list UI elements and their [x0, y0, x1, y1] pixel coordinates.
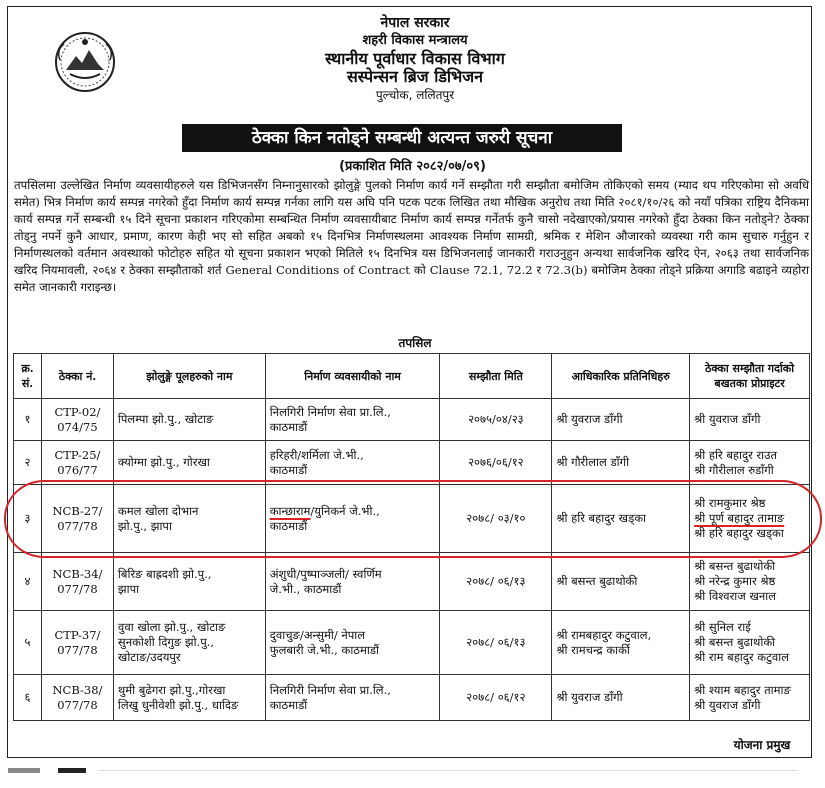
cell-contract-no: NCB-38/ 077/78 [41, 675, 113, 721]
cell-contractor: अंशुधी/पुष्पाञ्जली/ स्वर्णिम जे.भी., काठमाडौं [265, 553, 440, 611]
cell-contract-no: NCB-27/ 077/78 [41, 485, 113, 553]
cell-representative: श्री हरि बहादुर खड्का [552, 485, 690, 553]
cell-bridge: बिरिङ बाह्रदशी झो.पु., झापा [113, 553, 265, 611]
header-department: स्थानीय पूर्वाधार विकास विभाग [325, 49, 505, 68]
col-representative: आधिकारिक प्रतिनिधिहरु [552, 354, 690, 399]
cell-agreement-date: २०७८/ ०६/१२ [440, 675, 552, 721]
cell-proprietor: श्री हरि बहादुर राउत श्री गौरीलाल रुडाँगी [690, 441, 810, 485]
table-row-highlighted [14, 485, 810, 553]
table-row [14, 399, 810, 441]
cell-contractor: कान्छाराम/युनिकर्न जे.भी., काठमाडौं [265, 485, 440, 553]
cell-contractor: दुवाचुङ/अन्सुमी/ नेपाल फुलबारी जे.भी., काठमाडौं [265, 611, 440, 675]
header-ministry: शहरी विकास मन्त्रालय [362, 33, 468, 48]
col-bridge: झोलुङ्गे पूलहरुको नाम [113, 354, 265, 399]
header-division: सस्पेन्सन ब्रिज डिभिजन [346, 67, 484, 86]
table-row [14, 611, 810, 675]
cell-agreement-date: २०७६/०६/१२ [440, 441, 552, 485]
cell-contract-no: CTP-37/ 077/78 [41, 611, 113, 675]
cell-agreement-date: २०७८/ ०६/१३ [440, 611, 552, 675]
cell-proprietor: श्री श्याम बहादुर तामाङ श्री युवराज डाँगी [690, 675, 810, 721]
cell-representative: श्री युवराज डाँगी [552, 399, 690, 441]
cell-bridge: क्योग्मा झो.पु., गोरखा [113, 441, 265, 485]
cell-bridge: वुवा खोला झो.पु., खोटाङ सुनकोशी दिगुङ झो.पु., खोटाङ/उदयपुर [113, 611, 265, 675]
col-contractor: निर्माण व्यवसायीको नाम [265, 354, 440, 399]
notice-title: ठेक्का किन नतोड्ने सम्बन्धी अत्यन्त जरुरी सूचना [182, 124, 622, 152]
bottom-decorative-bar [8, 768, 808, 774]
cell-bridge: थुमी बुढेगरा झो.पु.,गोरखा लिखु धुनीवेशी झो.पु., धादिङ [113, 675, 265, 721]
cell-sn: ४ [14, 553, 42, 611]
cell-proprietor: श्री रामकुमार श्रेष्ठ श्री पूर्ण बहादुर तामाङ श्री हरि बहादुर खड्का [690, 485, 810, 553]
cell-sn: २ [14, 441, 42, 485]
underlined-contractor-name: कान्छाराम [269, 503, 311, 518]
cell-representative: श्री बसन्त बुढाथोकी [552, 553, 690, 611]
annex-title: तपसिल [398, 336, 432, 350]
cell-contractor: निलगिरी निर्माण सेवा प्रा.लि., काठमाडौं [265, 399, 440, 441]
table-row [14, 553, 810, 611]
cell-bridge: पिलम्पा झो.पु., खोटाङ [113, 399, 265, 441]
table-row [14, 441, 810, 485]
cell-representative: श्री युवराज डाँगी [552, 675, 690, 721]
table-row [14, 675, 810, 721]
underlined-proprietor-name: श्री पूर्ण बहादुर तामाङ [694, 511, 785, 525]
cell-contract-no: CTP-02/ 074/75 [41, 399, 113, 441]
cell-sn: ३ [14, 485, 42, 553]
cell-sn: १ [14, 399, 42, 441]
col-agreement-date: सम्झौता मिति [440, 354, 552, 399]
cell-representative: श्री रामबहादुर कटुवाल, श्री रामचन्द्र कार्की [552, 611, 690, 675]
cell-sn: ६ [14, 675, 42, 721]
cell-bridge: कमल खोला दोभान झो.पु., झापा [113, 485, 265, 553]
cell-proprietor: श्री युवराज डाँगी [690, 399, 810, 441]
col-sn: क्र. सं. [14, 354, 42, 399]
cell-agreement-date: २०७८/ ०३/१० [440, 485, 552, 553]
cell-contractor: हरिहरी/शर्मिला जे.भी., काठमाडौं [265, 441, 440, 485]
cell-contract-no: NCB-34/ 077/78 [41, 553, 113, 611]
cell-contract-no: CTP-25/ 076/77 [41, 441, 113, 485]
cell-sn: ५ [14, 611, 42, 675]
footer-signature: योजना प्रमुख [733, 738, 791, 752]
contracts-table [13, 353, 810, 721]
cell-agreement-date: २०७८/ ०६/१३ [440, 553, 552, 611]
header-block [130, 14, 700, 104]
header-government: नेपाल सरकार [380, 15, 450, 31]
cell-contractor: निलगिरी निर्माण सेवा प्रा.लि., काठमाडौं [265, 675, 440, 721]
col-contract-no: ठेक्का नं. [41, 354, 113, 399]
col-proprietor: ठेक्का सम्झौता गर्दाको बखतका प्रोप्राइटर [690, 354, 810, 399]
published-date: (प्रकाशित मिति २०८२/०७/०९) [339, 159, 486, 174]
cell-representative: श्री गौरीलाल डाँगी [552, 441, 690, 485]
nepal-emblem-icon [52, 30, 118, 94]
cell-proprietor: श्री सुनिल राई श्री बसन्त बुढाथोकी श्री राम बहादुर कटुवाल [690, 611, 810, 675]
cell-proprietor: श्री बसन्त बुढाथोकी श्री नरेन्द्र कुमार श्रेष्ठ श्री विश्वराज खनाल [690, 553, 810, 611]
header-location: पुल्चोक, ललितपुर [375, 88, 455, 102]
table-header-row [14, 354, 810, 399]
cell-agreement-date: २०७५/०४/२३ [440, 399, 552, 441]
notice-body: तपसिलमा उल्लेखित निर्माण व्यवसायीहरुले यस डिभिजनसँग निम्नानुसारको झोलुङ्गे पुलको निर्माण कार्य गर्ने सम्झौता गरी सम्झौता बमोजिम तोकिएको समय (म्याद थप गरिएकोमा सो अवधि समेत) भित्र निर्माण कार्य सम्पन्न नगरेको हुँदा निर्माण कार्य सम्पन्न गर्नका लागि यस अघि पनि पटक पटक लिखित तथा मौखिक अनुरोध तथा मिति २०८१/१०/२६ को नयाँ पत्रिका राष्ट्रिय दैनिकमा कार्य सम्पन्न गर्ने सम्बन्धी १५ दिने सूचना प्रकाशन गरिएकोमा सम्बन्धित निर्माण व्यवसायीबाट निर्माण कार्य सम्पन्न गर्नेतर्फ कुनै चासो नदेखाएको/प्रयास नगरेको हुँदा ठेक्का किन नतोड्ने? ठेक्का तोड्नु नपर्ने कुनै आधार, प्रमाण, कारण केही भए सो सहित अबको १५ दिनभित्र निर्माणस्थलमा आवश्यक निर्माण सामग्री, श्रमिक र मेशिन औजारको व्यवस्था गरी काम सुचारु गर्नुहुन र निर्माणस्थलको वर्तमान अवस्थाको फोटोहरु सहित यो सूचना प्रकाशन भएको मितिले १५ दिनभित्र यस डिभिजनलाई जानकारी गराउनुहुन अन्यथा सार्वजनिक खरिद ऐन, २०६३ तथा सार्वजनिक खरिद नियमावली, २०६४ र ठेक्का सम्झौताको शर्त General Conditions of Contract को Clause 72.1, 72.2 र 72.3(b) बमोजिम ठेक्का तोड्ने प्रक्रिया अगाडि बढाइने व्यहोरा समेत जानकारी गराइन्छ। [14, 178, 809, 294]
